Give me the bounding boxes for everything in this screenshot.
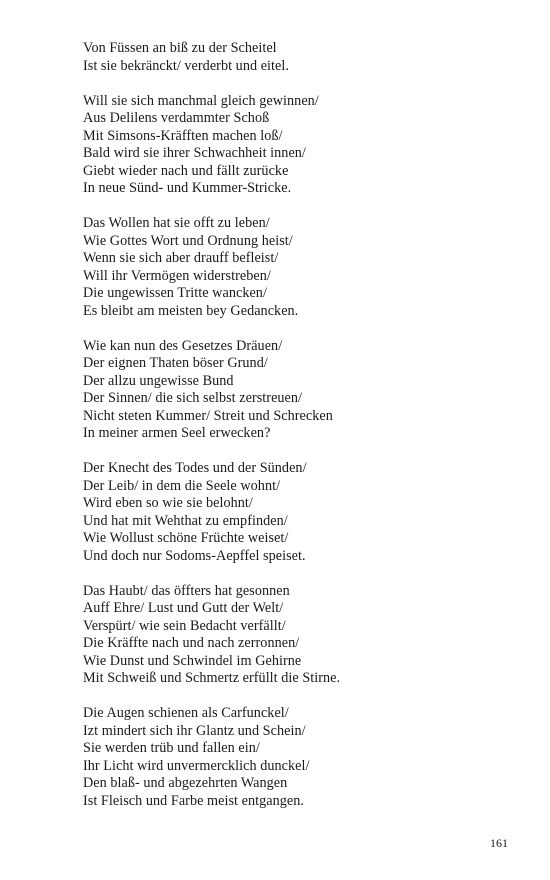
stanza [83, 215, 523, 320]
poem-line: Die Kräffte nach und nach zerronnen/ [83, 635, 300, 651]
poem-line: In meiner armen Seel erwecken? [83, 425, 271, 441]
poem-line: Das Haubt/ das öffters hat gesonnen [83, 582, 290, 599]
poem-line: Der Leib/ in dem die Seele wohnt/ [83, 477, 281, 494]
poem-line: Das Wollen hat sie offt zu leben/ [83, 215, 270, 231]
poem-line: Die Augen schienen als Carfunckel/ [83, 705, 289, 721]
poem-line: Der allzu ungewisse Bund [83, 372, 234, 389]
poem-line: Sie werden trüb und fallen ein/ [83, 740, 260, 756]
poem-line: Wie Dunst und Schwindel im Gehirne [83, 652, 302, 669]
page-number: 161 [490, 836, 508, 850]
poem-line: Bald wird sie ihrer Schwachheit innen/ [83, 145, 306, 161]
poem-line: Ist sie bekränckt/ verderbt und eitel. [83, 57, 289, 74]
poem-line: Will sie sich manchmal gleich gewinnen/ [83, 92, 319, 109]
poem-line: Izt mindert sich ihr Glantz und Schein/ [83, 722, 306, 739]
stanza [83, 460, 523, 565]
poem-line: Wie Wollust schöne Früchte weiset/ [83, 530, 289, 546]
poem-line: Der Sinnen/ die sich selbst zerstreuen/ [83, 390, 303, 406]
poem-line: Wird eben so wie sie belohnt/ [83, 495, 253, 511]
poem-line: Will ihr Vermögen widerstreben/ [83, 267, 271, 284]
poem-line: Von Füssen an biß zu der Scheitel [83, 40, 277, 56]
poem-line: Giebt wieder nach und fällt zurücke [83, 162, 289, 179]
poem-line: Aus Delilens verdammter Schoß [83, 110, 270, 126]
poem-line: Wie kan nun des Gesetzes Dräuen/ [83, 337, 283, 354]
poem-line: Ihr Licht wird unvermercklich dunckel/ [83, 757, 310, 774]
poem-line: Wie Gottes Wort und Ordnung heist/ [83, 232, 293, 249]
stanza [83, 93, 523, 198]
poem-line: Nicht steten Kummer/ Streit und Schrecken [83, 407, 333, 424]
poem-line: Mit Simsons-Kräfften machen loß/ [83, 127, 283, 144]
poem-line: Und hat mit Wehthat zu empfinden/ [83, 512, 288, 529]
stanza [83, 40, 523, 75]
poem-line: Den blaß- und abgezehrten Wangen [83, 775, 288, 791]
poem-line: Es bleibt am meisten bey Gedancken. [83, 302, 299, 319]
poem-line: Und doch nur Sodoms-Aepffel speiset. [83, 547, 306, 564]
stanza [83, 705, 523, 810]
poem-line: Die ungewissen Tritte wancken/ [83, 285, 267, 301]
poem-text [83, 40, 523, 828]
stanza [83, 338, 523, 443]
stanza [83, 583, 523, 688]
poem-line: Mit Schweiß und Schmertz erfüllt die Stirne. [83, 670, 341, 686]
poem-line: Ist Fleisch und Farbe meist entgangen. [83, 792, 304, 809]
poem-line: Der Knecht des Todes und der Sünden/ [83, 460, 307, 476]
poem-line: In neue Sünd- und Kummer-Stricke. [83, 180, 292, 196]
poem-line: Auff Ehre/ Lust und Gutt der Welt/ [83, 600, 284, 616]
poem-line: Verspürt/ wie sein Bedacht verfällt/ [83, 617, 286, 634]
poem-line: Der eignen Thaten böser Grund/ [83, 355, 268, 371]
poem-line: Wenn sie sich aber drauff befleist/ [83, 250, 279, 266]
